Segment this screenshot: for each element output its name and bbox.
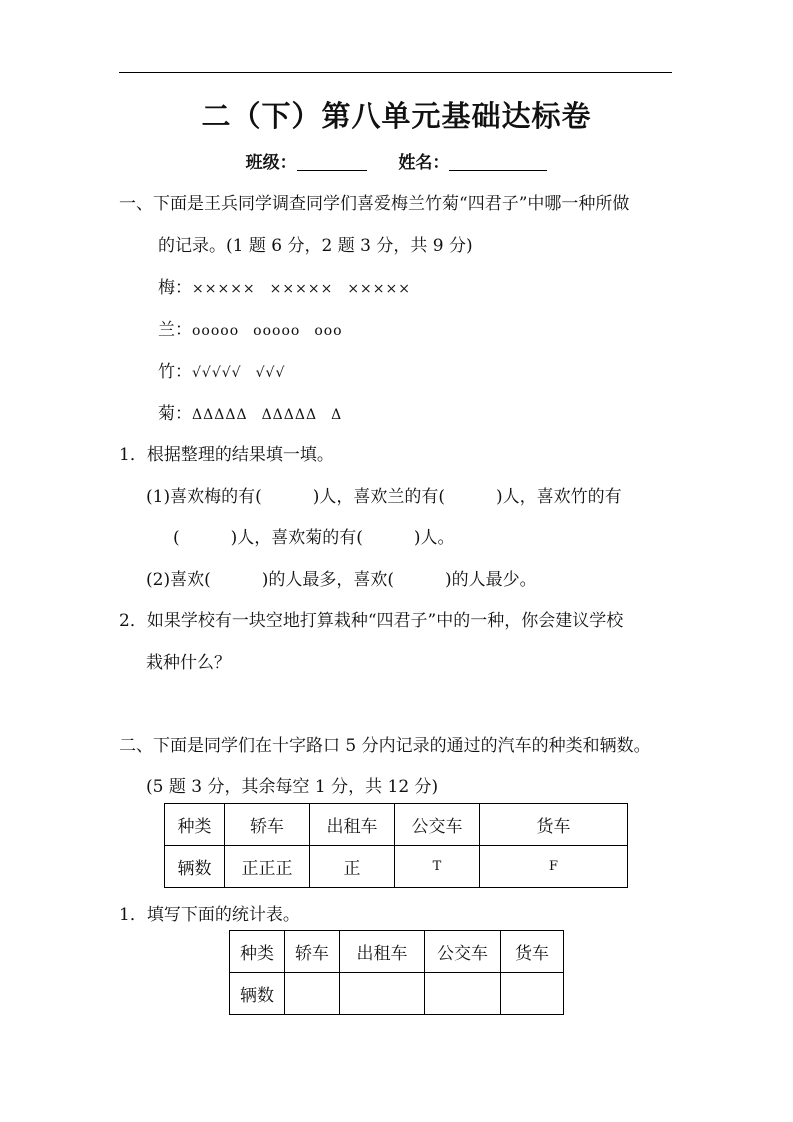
record-label: 兰： (158, 320, 192, 340)
table-header: 出租车 (340, 931, 425, 973)
record-group: ΔΔΔΔΔ (192, 407, 248, 423)
record-group: ooooo (253, 323, 301, 339)
table-row-label: 辆数 (230, 973, 285, 1015)
question-2-line1: 2．如果学校有一块空地打算栽种“四君子”中的一种，你会建议学校 (119, 611, 624, 631)
question-1: 1．根据整理的结果填一填。 (119, 445, 334, 465)
table-row-label: 辆数 (165, 846, 225, 888)
record-label: 菊： (158, 404, 192, 424)
section2-heading-line1: 二、下面是同学们在十字路口 5 分内记录的通过的汽车的种类和辆数。 (119, 736, 651, 756)
table-header: 种类 (165, 804, 225, 846)
question-1-1-line1: (1)喜欢梅的有( )人，喜欢兰的有( )人，喜欢竹的有 (146, 487, 622, 507)
table-cell: T (395, 846, 480, 888)
section1-heading-line2: 的记录。(1 题 6 分，2 题 3 分，共 9 分) (158, 236, 473, 256)
record-group: ooo (314, 323, 343, 339)
question-2-line2: 栽种什么？ (146, 653, 231, 673)
record-lan (158, 315, 343, 340)
table-header: 轿车 (225, 804, 310, 846)
question-1-2: (2)喜欢( )的人最多，喜欢( )的人最少。 (146, 570, 537, 590)
table-cell: 正 (310, 846, 395, 888)
table-blank-cell[interactable] (501, 973, 564, 1015)
record-group: ××××× (347, 281, 411, 297)
table-header: 种类 (230, 931, 285, 973)
section2-question-1: 1．填写下面的统计表。 (119, 905, 300, 925)
record-ju (158, 399, 342, 424)
table-blank-cell[interactable] (285, 973, 340, 1015)
blank-stat-table (229, 930, 564, 1015)
name-blank[interactable] (449, 152, 547, 171)
table-cell: F (480, 846, 628, 888)
table-cell: 正正正 (225, 846, 310, 888)
record-group: ××××× (192, 281, 256, 297)
record-group: √√√√√ (192, 365, 242, 381)
table-header: 出租车 (310, 804, 395, 846)
table-header: 货车 (501, 931, 564, 973)
name-label: 姓名： (398, 153, 450, 173)
record-label: 竹： (158, 362, 192, 382)
record-group: √√√ (255, 365, 286, 381)
table-header: 货车 (480, 804, 628, 846)
record-zhu (158, 357, 285, 382)
table-header: 公交车 (425, 931, 501, 973)
table-header: 公交车 (395, 804, 480, 846)
top-rule (119, 72, 672, 73)
class-blank[interactable] (297, 152, 367, 171)
table-blank-cell[interactable] (425, 973, 501, 1015)
record-group: ooooo (192, 323, 240, 339)
question-1-1-line2: ( )人，喜欢菊的有( )人。 (173, 528, 455, 548)
section1-heading-line1: 一、下面是王兵同学调查同学们喜爱梅兰竹菊“四君子”中哪一种所做 (119, 194, 630, 214)
record-group: ΔΔΔΔΔ (261, 407, 318, 423)
class-label: 班级： (245, 153, 297, 173)
table-blank-cell[interactable] (340, 973, 425, 1015)
student-info (0, 148, 793, 173)
record-group: ××××× (269, 281, 334, 297)
record-label: 梅： (158, 278, 192, 298)
page-title: 二（下）第八单元基础达标卷 (201, 99, 592, 133)
record-mei (158, 273, 411, 298)
table-header: 轿车 (285, 931, 340, 973)
tally-table (164, 803, 628, 888)
record-group: Δ (331, 407, 343, 423)
section2-heading-line2: (5 题 3 分，其余每空 1 分，共 12 分) (146, 777, 439, 797)
